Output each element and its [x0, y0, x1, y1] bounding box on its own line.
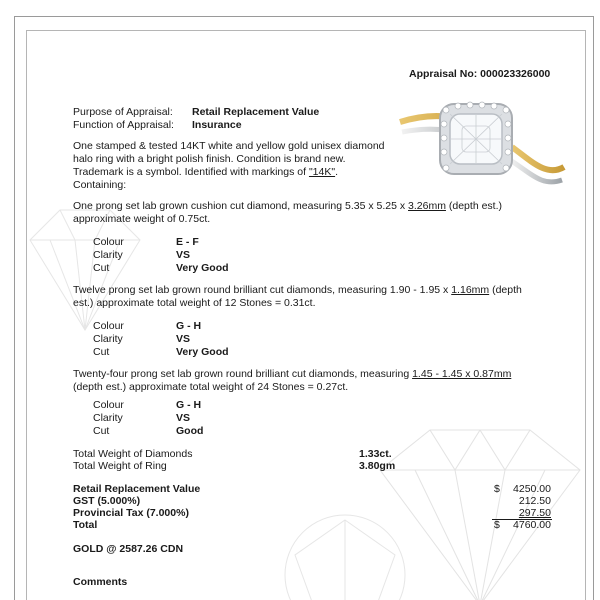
halo-stones-description: Twelve prong set lab grown round brilliant cut diamonds, measuring 1.90 - 1.95 x 1.16mm (depth est.) approximate total weight of 12 Stones = 0.31ct. [73, 284, 522, 309]
retail-value-amount: 4250.00 [513, 483, 551, 495]
description-line: One stamped & tested 14KT white and yellow gold unisex diamond [73, 140, 385, 152]
total-ring-value: 3.80gm [359, 460, 396, 472]
grade-value: E - F [176, 236, 199, 248]
total-diamonds-label: Total Weight of Diamonds [73, 448, 193, 460]
gst-label: GST (5.000%) [73, 495, 141, 507]
purpose-label: Purpose of Appraisal: [73, 106, 173, 118]
gold-price: GOLD @ 2587.26 CDN [73, 543, 184, 555]
grade-label: Clarity [93, 333, 123, 345]
grade-label: Cut [93, 425, 110, 437]
grade-value: Good [176, 425, 204, 437]
grade-value: G - H [176, 320, 202, 332]
retail-value-label: Retail Replacement Value [73, 483, 201, 495]
grade-label: Colour [93, 399, 124, 411]
description-line: Containing: [73, 179, 127, 191]
marking-text: "14K" [308, 166, 336, 178]
band-stones-description: Twenty-four prong set lab grown round brilliant cut diamonds, measuring 1.45 - 1.45 x 0.87mm (depth est.) approximate total weight of 24 Stones = 0.27ct. [73, 368, 512, 393]
grade-label: Cut [93, 346, 110, 358]
grade-label: Clarity [93, 249, 123, 261]
total-label: Total [73, 519, 98, 531]
grade-value: Very Good [176, 262, 229, 274]
pst-amount: 297.50 [518, 507, 551, 519]
total-rule [492, 519, 552, 520]
purpose-value: Retail Replacement Value [192, 106, 320, 118]
gst-amount: 212.50 [518, 495, 551, 507]
description-line: halo ring with a bright polish finish. Condition is brand new. [73, 153, 346, 165]
total-amount: 4760.00 [513, 519, 551, 531]
pst-label: Provincial Tax (7.000%) [73, 507, 189, 519]
ring-description [73, 140, 393, 192]
grade-label: Cut [93, 262, 110, 274]
description-line: Trademark is a symbol. Identified with markings of "14K". [73, 166, 339, 178]
ring-photo [392, 92, 567, 202]
currency-symbol: $ [494, 483, 500, 495]
currency-symbol: $ [494, 519, 500, 531]
grade-value: VS [176, 333, 191, 345]
total-ring-label: Total Weight of Ring [73, 460, 167, 472]
grade-label: Colour [93, 236, 124, 248]
grade-label: Clarity [93, 412, 123, 424]
grade-label: Colour [93, 320, 124, 332]
grade-value: G - H [176, 399, 202, 411]
function-label: Function of Appraisal: [73, 119, 174, 131]
comments-heading: Comments [73, 576, 128, 588]
total-diamonds-value: 1.33ct. [359, 448, 392, 460]
grade-value: VS [176, 412, 191, 424]
grade-value: Very Good [176, 346, 229, 358]
grade-value: VS [176, 249, 191, 261]
center-stone-description: One prong set lab grown cushion cut diamond, measuring 5.35 x 5.25 x 3.26mm (depth est.) approximate weight of 0.75ct. [73, 200, 502, 225]
appraisal-number: Appraisal No: 000023326000 [409, 68, 551, 80]
function-value: Insurance [192, 119, 242, 131]
